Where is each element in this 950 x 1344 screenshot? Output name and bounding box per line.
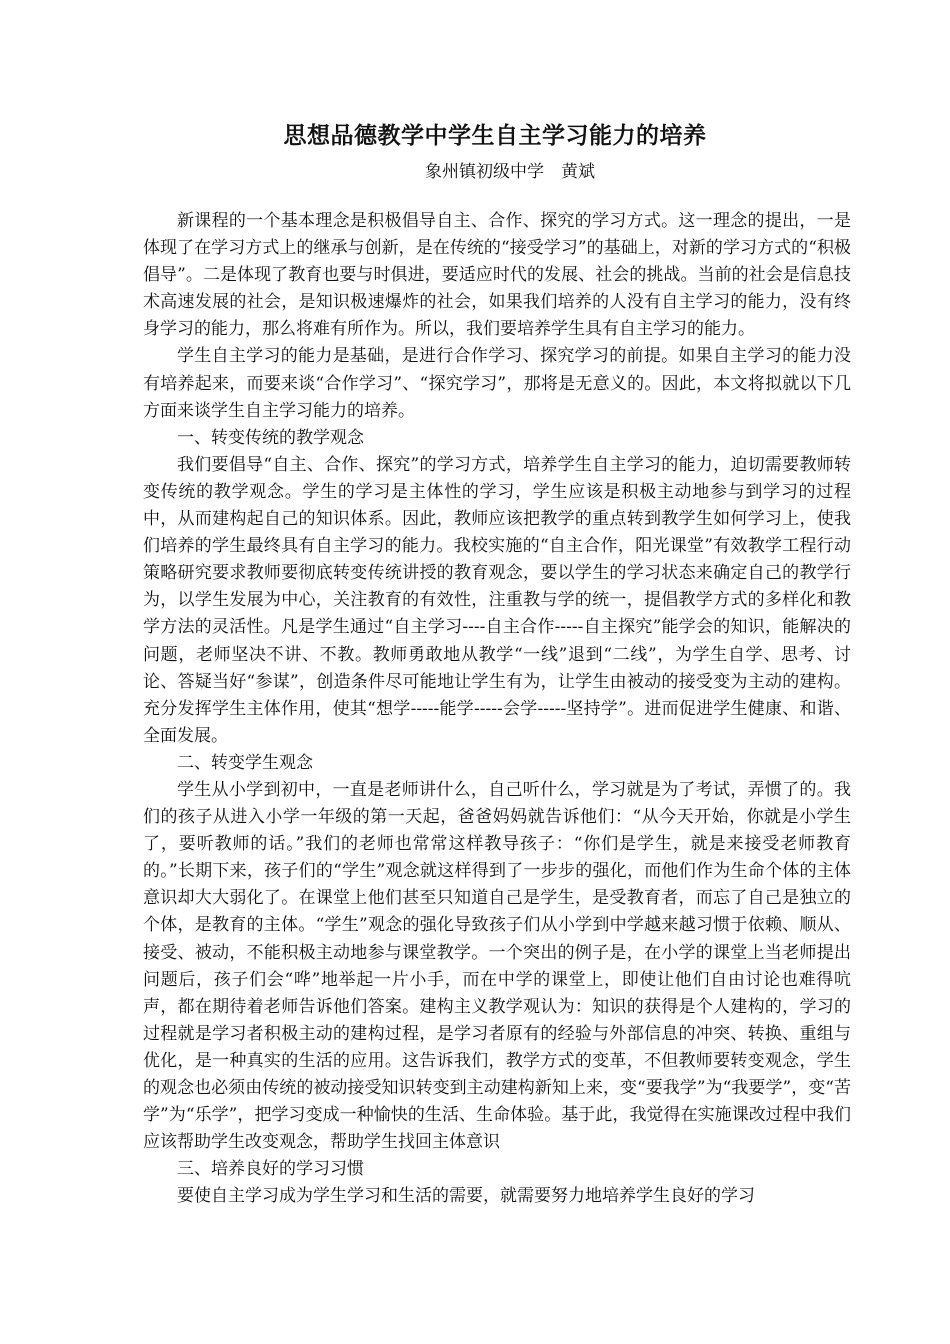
section-heading: 一、转变传统的教学观念 <box>177 427 364 448</box>
section-heading: 三、培养良好的学习习惯 <box>177 1159 364 1180</box>
author-byline: 象州镇初级中学 黄斌 <box>425 162 595 182</box>
body-paragraph: 要使自主学习成为学生学习和生活的需要，就需要努力地培养学生良好的学习 <box>177 1186 755 1207</box>
body-paragraph: 我们要倡导“自主、合作、探究”的学习方式，培养学生自主学习的能力，迫切需要教师转变传统的教学观念。学生的学习是主体性的学习，学生应该是积极主动地参与到学习的过程中，从而建构起自己的知识体系。因此，教师应该把教学的重点转到教学生如何学习上，使我们培养的学生最终具有自主学习的能力。我校实施的“自主合作，阳光课堂”有效教学工程行动策略研究要求教师要彻底转变传统讲授的教育观念，要以学生的学习状态来确定自己的教学行为，以学生发展为中心，关注教育的有效性，注重教与学的统一，提倡教学方式的多样化和教学方法的灵活性。凡是学生通过“自主学习----自主合作-----自主探究”能学会的知识，能解决的问题，老师坚决不讲、不教。教师勇敢地从教学“一线”退到“二线”，为学生自学、思考、讨论、答疑当好“参谋”，创造条件尽可能地让学生有为，让学生由被动的接受变为主动的建构。充分发挥学生主体作用，使其“想学-----能学-----会学-----坚持学”。进而促进学生健康、和谐、全面发展。 <box>143 454 851 746</box>
document-title: 思想品德教学中学生自主学习能力的培养 <box>283 123 707 149</box>
body-paragraph: 学生从小学到初中，一直是老师讲什么，自己听什么，学习就是为了考试，弄惯了的。我们的孩子从进入小学一年级的第一天起，爸爸妈妈就告诉他们：“从今天开始，你就是小学生了，要听教师的话。”我们的老师也常常这样教导孩子：“你们是学生，就是来接受老师教育的。”长期下来，孩子们的“学生”观念就这样得到了一步步的强化，而他们作为生命个体的主体意识却大大弱化了。在课堂上他们甚至只知道自己是学生，是受教育者，而忘了自己是独立的个体，是教育的主体。“学生”观念的强化导致孩子们从小学到中学越来越习惯于依赖、顺从、接受、被动，不能积极主动地参与课堂教学。一个突出的例子是，在小学的课堂上当老师提出问题后，孩子们会“哗”地举起一片小手，而在中学的课堂上，即使让他们自由讨论也难得吭声，都在期待着老师告诉他们答案。建构主义教学观认为：知识的获得是个人建构的，学习的过程就是学习者积极主动的建构过程，是学习者原有的经验与外部信息的冲突、转换、重组与优化，是一种真实的生活的应用。这告诉我们，教学方式的变革，不但教师要转变观念，学生的观念也必须由传统的被动接受知识转变到主动建构新知上来，变“要我学”为“我要学”，变“苦学”为“乐学”，把学习变成一种愉快的生活、生命体验。基于此，我觉得在实施课改过程中我们应该帮助学生改变观念，帮助学生找回主体意识 <box>143 779 851 1153</box>
document-body <box>143 208 851 1210</box>
section-heading: 二、转变学生观念 <box>177 752 313 773</box>
body-paragraph: 新课程的一个基本理念是积极倡导自主、合作、探究的学习方式。这一理念的提出，一是体现了在学习方式上的继承与创新，是在传统的“接受学习”的基础上，对新的学习方式的“积极倡导”。二是体现了教育也要与时俱进，要适应时代的发展、社会的挑战。当前的社会是信息技术高速发展的社会，是知识极速爆炸的社会，如果我们培养的人没有自主学习的能力，没有终身学习的能力，那么将难有所作为。所以，我们要培养学生具有自主学习的能力。 <box>143 211 851 340</box>
body-paragraph: 学生自主学习的能力是基础，是进行合作学习、探究学习的前提。如果自主学习的能力没有培养起来，而要来谈“合作学习”、“探究学习”，那将是无意义的。因此，本文将拟就以下几方面来谈学生自主学习能力的培养。 <box>143 346 851 421</box>
